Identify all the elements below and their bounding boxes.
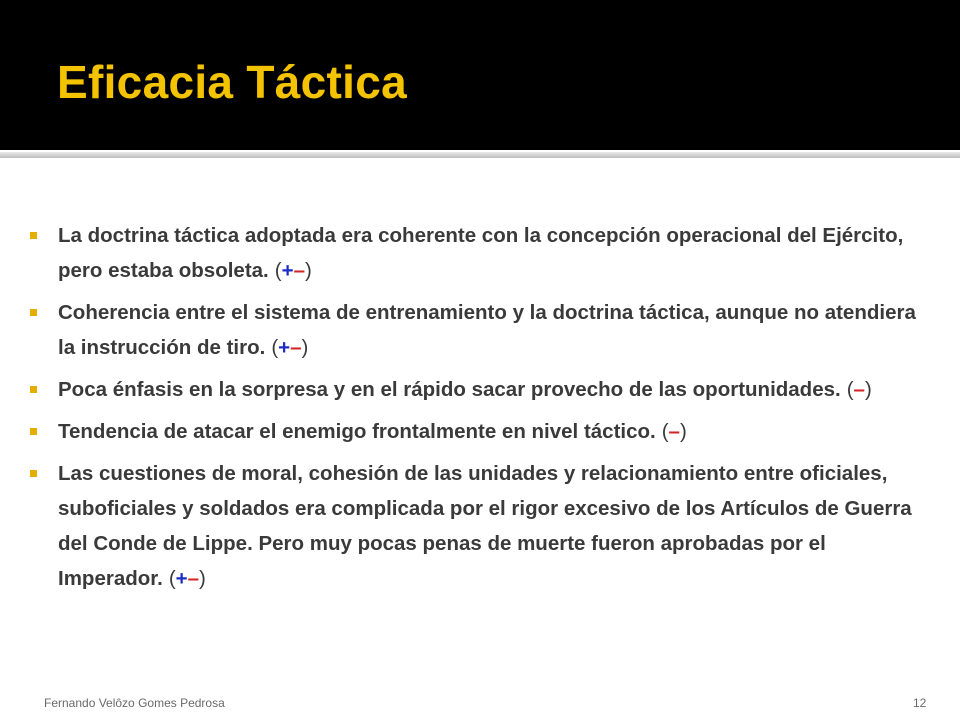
bullet-list [0, 218, 960, 596]
rating-minus: – [293, 259, 305, 282]
bullet-item [0, 295, 960, 365]
rating-close: ) [864, 378, 872, 401]
bullet-item [0, 414, 960, 449]
bullet-text: Las cuestiones de moral, cohesión de las unidades y relacionamiento entre oficiales, suboficiales y soldados era complicada por el rigor excesivo de los Artículos de Guerra del Conde de Lippe. Pero muy pocas penas de muerte fueron aprobadas por el Imperador. [58, 462, 912, 590]
bullet-square-icon [30, 232, 37, 239]
rating-marker [169, 567, 206, 590]
rating-close: ) [304, 259, 312, 282]
rating-marker [275, 259, 312, 282]
page-number: 12 [913, 696, 927, 710]
bullet-item [0, 372, 960, 407]
rating-minus: – [853, 378, 865, 401]
rating-minus: – [187, 567, 200, 590]
bullet-item [0, 218, 960, 288]
bullet-square-icon [30, 470, 37, 477]
rating-open: ( [846, 378, 854, 401]
bullet-text: Tendencia de atacar el enemigo frontalmente en nivel táctico. [58, 420, 656, 443]
bullet-text: Poca énfasis en la sorpresa y en el rápido sacar provecho de las oportunidades. [58, 378, 841, 401]
header-divider [0, 150, 960, 158]
rating-close: ) [199, 567, 206, 590]
bullet-item [0, 456, 960, 596]
rating-open: ( [661, 420, 669, 443]
rating-plus: + [281, 259, 294, 282]
rating-marker [271, 336, 308, 359]
footer-author: Fernando Velôzo Gomes Pedrosa [44, 696, 225, 710]
rating-marker [662, 420, 687, 443]
rating-open: ( [271, 336, 279, 359]
slide-header [0, 0, 960, 150]
rating-open: ( [274, 259, 282, 282]
rating-close: ) [301, 336, 309, 359]
bullet-text: Coherencia entre el sistema de entrenamiento y la doctrina táctica, aunque no atendiera la instrucción de tiro. [58, 301, 916, 359]
rating-open: ( [168, 567, 176, 590]
rating-plus: + [278, 336, 291, 359]
bullet-square-icon [30, 386, 37, 393]
rating-marker [847, 378, 872, 401]
bullet-text: La doctrina táctica adoptada era coherente con la concepción operacional del Ejército, pero estaba obsoleta. [58, 224, 904, 282]
rating-plus: + [175, 567, 188, 590]
rating-minus: – [668, 420, 680, 443]
rating-close: ) [679, 420, 687, 443]
bullet-square-icon [30, 428, 37, 435]
rating-minus: – [290, 336, 302, 359]
slide-title: Eficacia Táctica [57, 56, 408, 108]
bullet-square-icon [30, 309, 37, 316]
slide-content [0, 218, 960, 603]
